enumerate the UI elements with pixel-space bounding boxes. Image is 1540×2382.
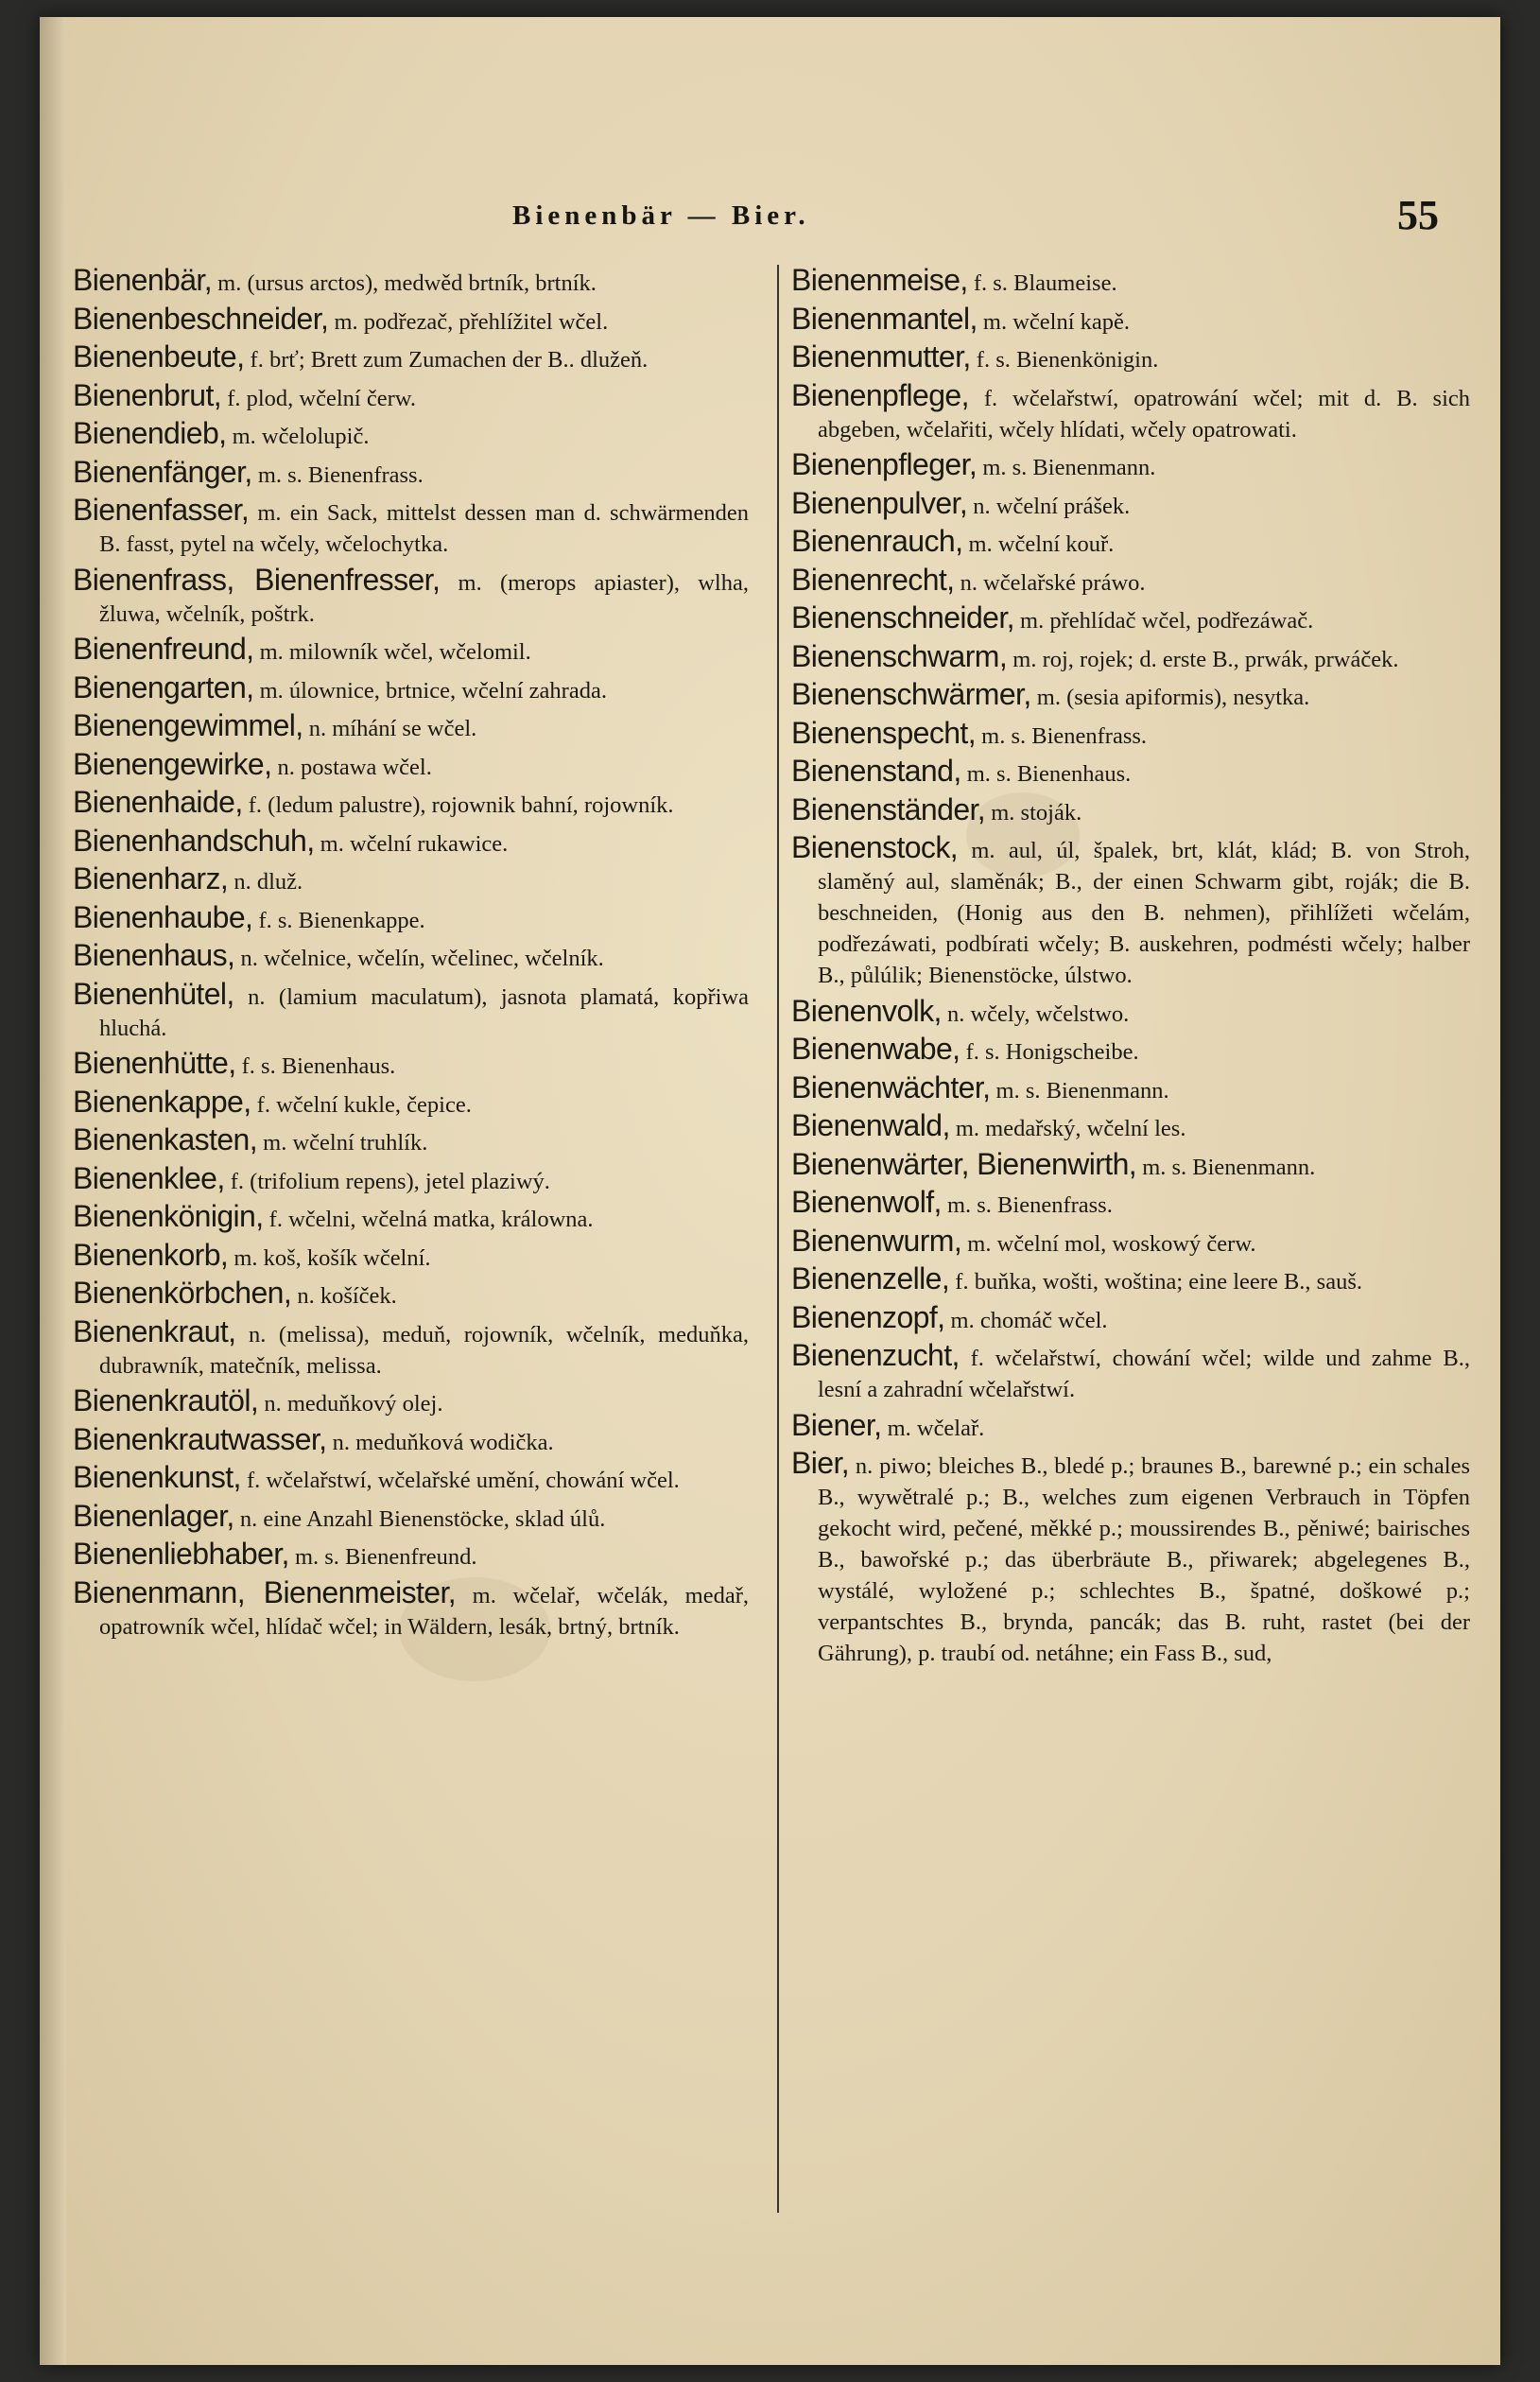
page-number: 55: [1397, 192, 1439, 238]
dictionary-entry: [791, 1263, 1470, 1297]
entry-headword: Bienenkrautwasser,: [73, 1421, 327, 1456]
entry-headword: Bienenkraut,: [73, 1313, 236, 1348]
entry-definition: n. postawa wčel.: [271, 754, 432, 780]
entry-definition: m. chomáč wčel.: [944, 1307, 1108, 1333]
dictionary-entry: [73, 746, 749, 783]
entry-definition: m. wčelní kouř.: [962, 531, 1115, 557]
dictionary-entry: [73, 787, 749, 821]
dictionary-entry: [73, 1462, 749, 1496]
entry-definition: m. koš, košík wčelní.: [228, 1244, 431, 1271]
dictionary-entry: [73, 562, 749, 630]
dictionary-entry: [73, 1385, 749, 1419]
dictionary-entry: [73, 1237, 749, 1274]
dictionary-entry: [73, 1313, 749, 1382]
entry-headword: Bienenfasser,: [73, 493, 250, 527]
dictionary-entry: [791, 791, 1470, 828]
entry-headword: Bienenständer,: [791, 791, 986, 826]
dictionary-entry: [791, 715, 1470, 752]
entry-headword: Bienenspecht,: [791, 715, 977, 750]
entry-headword: Bienenzelle,: [791, 1261, 950, 1295]
entry-headword: Bienenhaube,: [73, 899, 253, 934]
dictionary-entry: [73, 377, 749, 414]
entry-definition: m. (ursus arctos), medwěd brtník, brtník.: [212, 270, 597, 296]
entry-headword: Bienenstand,: [791, 754, 961, 788]
entry-headword: Bier,: [791, 1446, 850, 1480]
dictionary-entry: [73, 1421, 749, 1458]
entry-headword: Bienenpflege,: [791, 377, 969, 412]
entry-headword: Bienengarten,: [73, 669, 254, 704]
dictionary-entry: [791, 265, 1470, 299]
dictionary-entry: [73, 341, 749, 375]
dictionary-entry: [73, 495, 749, 560]
left-column: [73, 265, 749, 1646]
entry-headword: Bienenwächter,: [791, 1069, 991, 1104]
entry-definition: f. wčelařstwí, opatrowání wčel; mit d. B. sich abgeben, wčelařiti, wčely hlídati, wčely opatrowati.: [818, 385, 1470, 443]
entry-headword: Bienenhaide,: [73, 785, 243, 819]
entry-definition: n. wčely, wčelstwo.: [941, 1000, 1130, 1027]
entry-definition: m. s. Bienenhaus.: [960, 761, 1132, 787]
entry-headword: Bienenkappe,: [73, 1084, 251, 1119]
dictionary-page: [40, 17, 1500, 2365]
dictionary-entry: [73, 634, 749, 668]
entry-headword: Bienendieb,: [73, 416, 227, 450]
entry-definition: n. (lamium maculatum), jasnota plamatá, kopřiwa hluchá.: [99, 983, 749, 1041]
entry-definition: m. úlownice, brtnice, wčelní zahrada.: [253, 677, 607, 704]
entry-headword: Bienenkorb,: [73, 1237, 229, 1272]
entry-definition: n. eine Anzahl Bienenstöcke, sklad úlů.: [234, 1505, 606, 1532]
dictionary-entry: [73, 669, 749, 706]
entry-definition: n. dluž.: [228, 869, 303, 895]
entry-headword: Bienenbeschneider,: [73, 301, 329, 336]
entry-definition: m. přehlídač wčel, podřezáwač.: [1013, 608, 1314, 634]
dictionary-entry: [791, 1340, 1470, 1405]
entry-headword: Bienenschwarm,: [791, 638, 1008, 673]
entry-definition: m. (merops apiaster), wlha, žluwa, wčelník, poštrk.: [99, 569, 749, 627]
entry-definition: f. s. Bienenhaus.: [235, 1053, 396, 1079]
right-column: [791, 265, 1470, 1674]
entry-definition: m. medařský, wčelní les.: [949, 1116, 1186, 1141]
dictionary-entry: [73, 976, 749, 1044]
dictionary-entry: [791, 993, 1470, 1030]
dictionary-entry: [73, 265, 749, 299]
entry-definition: m. milowník wčel, wčelomil.: [253, 639, 531, 665]
entry-headword: Bienenwabe,: [791, 1032, 960, 1066]
entry-definition: n. piwo; bleiches B., bledé p.; braunes B., barewné p.; ein schales B., wywětralé p.; B., welches zum eigenen Verbrauch in Töpfen gekocht wird, pečené, měkké p.; moussirendes B., pěniwé; bairisches B., bawořské p.; das überbräute B., přiwarek; abgelegenes B., wystálé, wyložené p.; schlechtes B., špatné, doškowé p.; verpantschtes B., brynda, pancák; das B. ruht, rastet (bei der Gährung), p. traubí od. netáhne; ein Fass B., sud,: [818, 1453, 1470, 1666]
dictionary-entry: [791, 1223, 1470, 1260]
entry-headword: Bienenpfleger,: [791, 447, 978, 481]
entry-headword: Bienenrauch,: [791, 524, 963, 558]
entry-headword: Bienenwärter, Bienenwirth,: [791, 1146, 1137, 1181]
entry-headword: Bienenlager,: [73, 1498, 234, 1533]
dictionary-entry: [73, 940, 749, 974]
dictionary-entry: [73, 1124, 749, 1158]
entry-definition: m. (sesia apiformis), nesytka.: [1030, 685, 1310, 710]
dictionary-entry: [73, 1084, 749, 1121]
entry-headword: Bienenfreund,: [73, 632, 254, 666]
entry-headword: Bienenmeise,: [791, 263, 968, 297]
dictionary-entry: [73, 823, 749, 860]
dictionary-entry: [791, 526, 1470, 560]
page-gutter-shadow: [40, 17, 66, 2365]
entry-definition: m. s. Bienenmann.: [977, 455, 1156, 480]
dictionary-entry: [73, 1498, 749, 1535]
entry-definition: m. s. Bienenfrass.: [251, 461, 424, 488]
dictionary-entry: [73, 1278, 749, 1312]
entry-headword: Bienenhaus,: [73, 938, 235, 972]
dictionary-entry: [791, 1299, 1470, 1336]
entry-headword: Bienenhandschuh,: [73, 823, 315, 858]
dictionary-entry: [791, 485, 1470, 522]
entry-headword: Bienenbeute,: [73, 339, 245, 374]
dictionary-entry: [73, 899, 749, 936]
dictionary-entry: [73, 710, 749, 744]
dictionary-entry: [791, 1110, 1470, 1144]
entry-definition: f. s. Blaumeise.: [967, 270, 1117, 296]
entry-headword: Bienenliebhaber,: [73, 1537, 289, 1571]
entry-definition: f. s. Bienenkönigin.: [970, 347, 1159, 373]
entry-definition: n. wčelní prášek.: [967, 493, 1131, 519]
entry-definition: m. wčelař, wčelák, medař, opatrowník wčel, hlídač wčel; in Wäldern, lesák, brtný, brtník.: [99, 1582, 749, 1640]
dictionary-entry: [73, 1539, 749, 1573]
dictionary-entry: [791, 602, 1470, 636]
entry-headword: Bienenpulver,: [791, 485, 968, 520]
dictionary-entry: [73, 1574, 749, 1643]
entry-headword: Bienenhütte,: [73, 1046, 236, 1080]
entry-definition: f. s. Honigscheibe.: [960, 1039, 1139, 1065]
entry-definition: m. aul, úl, špalek, brt, klát, klád; B. von Stroh, slaměný aul, slaměnák; B., der einen Schwarm gibt, roják; die B. beschneiden, (Honig aus den B. nehmen), přihlížeti wčelám, podřezáwati, podbírati wčely; B. auskehren, podmésti wčely; halber B., půlúlik; Bienenstöcke, úlstwo.: [818, 838, 1470, 988]
entry-definition: f. wčelní kukle, čepice.: [251, 1091, 472, 1118]
entry-headword: Bienenmutter,: [791, 339, 971, 374]
entry-headword: Biener,: [791, 1407, 882, 1442]
entry-headword: Bienenschwärmer,: [791, 677, 1031, 711]
entry-headword: Bienenkasten,: [73, 1122, 258, 1156]
entry-definition: f. plod, wčelní čerw.: [221, 385, 416, 411]
entry-definition: m. s. Bienenfrass.: [941, 1192, 1113, 1218]
entry-definition: f. buňka, wošti, woština; eine leere B., sauš.: [949, 1269, 1362, 1295]
dictionary-entry: [73, 454, 749, 491]
dictionary-entry: [73, 863, 749, 897]
entry-definition: m. wčelař.: [881, 1415, 985, 1441]
entry-definition: m. podřezač, přehlížitel wčel.: [328, 308, 609, 335]
entry-headword: Bienenzucht,: [791, 1338, 960, 1372]
entry-headword: Bienenmann, Bienenmeister,: [73, 1574, 457, 1609]
dictionary-entry: [791, 679, 1470, 713]
entry-definition: f. wčelařstwí, wčelařské umění, chowání wčel.: [240, 1468, 680, 1493]
entry-definition: f. wčelni, wčelná matka, králowna.: [263, 1207, 594, 1232]
dictionary-entry: [791, 1146, 1470, 1183]
dictionary-entry: [73, 1048, 749, 1082]
entry-definition: m. ein Sack, mittelst dessen man d. schwärmenden B. fasst, pytel na wčely, wčelochytka.: [99, 500, 749, 557]
dictionary-entry: [73, 301, 749, 338]
dictionary-entry: [791, 377, 1470, 445]
entry-headword: Bienenbär,: [73, 263, 213, 297]
entry-headword: Bienenkönigin,: [73, 1199, 264, 1233]
entry-definition: m. roj, rojek; d. erste B., prwák, prwáček.: [1007, 646, 1399, 672]
entry-definition: m. wčelolupič.: [226, 424, 370, 449]
entry-headword: Bienenwolf,: [791, 1185, 942, 1219]
entry-definition: n. meduňková wodička.: [326, 1429, 554, 1455]
entry-definition: n. wčelnice, wčelín, wčelinec, wčelník.: [234, 946, 604, 971]
dictionary-entry: [791, 1407, 1470, 1444]
entry-definition: m. wčelní rukawice.: [314, 830, 509, 857]
entry-definition: n. (melissa), meduň, rojowník, wčelník, meduňka, dubrawník, matečník, melissa.: [99, 1321, 749, 1379]
entry-headword: Bienenbrut,: [73, 377, 222, 412]
dictionary-entry: [73, 418, 749, 452]
entry-definition: f. brť; Brett zum Zumachen der B.. dlužeň.: [244, 347, 649, 373]
entry-definition: f. wčelařstwí, chowání wčel; wilde und zahme B., lesní a zahradní wčelařstwí.: [818, 1346, 1470, 1402]
entry-headword: Bienenkunst,: [73, 1460, 241, 1494]
entry-headword: Bienengewimmel,: [73, 708, 303, 742]
entry-definition: m. wčelní mol, woskowý čerw.: [961, 1230, 1256, 1257]
entry-definition: f. s. Bienenkappe.: [252, 907, 425, 933]
dictionary-entry: [791, 756, 1470, 790]
entry-definition: m. wčelní kapě.: [977, 308, 1131, 335]
dictionary-entry: [791, 341, 1470, 375]
entry-definition: n. meduňkový olej.: [258, 1391, 443, 1417]
entry-definition: m. s. Bienenmann.: [990, 1077, 1169, 1104]
entry-definition: m. s. Bienenmann.: [1136, 1154, 1316, 1180]
entry-headword: Bienengewirke,: [73, 746, 272, 781]
dictionary-entry: [791, 1069, 1470, 1106]
running-head: Bienenbär — Bier.: [512, 200, 810, 231]
dictionary-entry: [791, 638, 1470, 675]
entry-headword: Bienenklee,: [73, 1160, 225, 1195]
entry-headword: Bienenfrass, Bienenfresser,: [73, 562, 441, 597]
column-divider: [777, 265, 779, 2213]
entry-definition: f. (ledum palustre), rojownik bahní, rojowník.: [242, 792, 674, 818]
entry-definition: m. s. Bienenfrass.: [976, 722, 1148, 749]
dictionary-entry: [791, 1448, 1470, 1669]
dictionary-entry: [73, 1201, 749, 1235]
dictionary-entry: [791, 832, 1470, 991]
entry-headword: Bienenwurm,: [791, 1223, 962, 1258]
dictionary-entry: [73, 1160, 749, 1197]
entry-headword: Bienenharz,: [73, 861, 229, 895]
entry-headword: Bienenmantel,: [791, 301, 978, 336]
entry-headword: Bienenwald,: [791, 1108, 950, 1142]
entry-headword: Bienenvolk,: [791, 993, 942, 1028]
entry-definition: n. košíček.: [291, 1283, 397, 1309]
entry-headword: Bienenschneider,: [791, 600, 1014, 635]
dictionary-entry: [791, 301, 1470, 338]
entry-headword: Bienenrecht,: [791, 562, 955, 597]
entry-definition: n. míhání se wčel.: [303, 716, 477, 741]
entry-definition: m. stoják.: [985, 799, 1082, 826]
dictionary-entry: [791, 1034, 1470, 1068]
entry-headword: Bienenhütel,: [73, 976, 234, 1011]
dictionary-entry: [791, 449, 1470, 483]
entry-definition: f. (trifolium repens), jetel plaziwý.: [224, 1168, 550, 1194]
entry-headword: Bienenstock,: [791, 830, 959, 864]
entry-definition: n. wčelařské práwo.: [954, 569, 1146, 596]
entry-headword: Bienenkrautöl,: [73, 1383, 259, 1417]
entry-definition: m. wčelní truhlík.: [257, 1130, 428, 1156]
dictionary-entry: [791, 1187, 1470, 1221]
entry-headword: Bienenzopf,: [791, 1299, 945, 1334]
entry-headword: Bienenfänger,: [73, 454, 252, 489]
entry-headword: Bienenkörbchen,: [73, 1276, 292, 1310]
entry-definition: m. s. Bienenfreund.: [288, 1544, 477, 1570]
dictionary-entry: [791, 562, 1470, 599]
